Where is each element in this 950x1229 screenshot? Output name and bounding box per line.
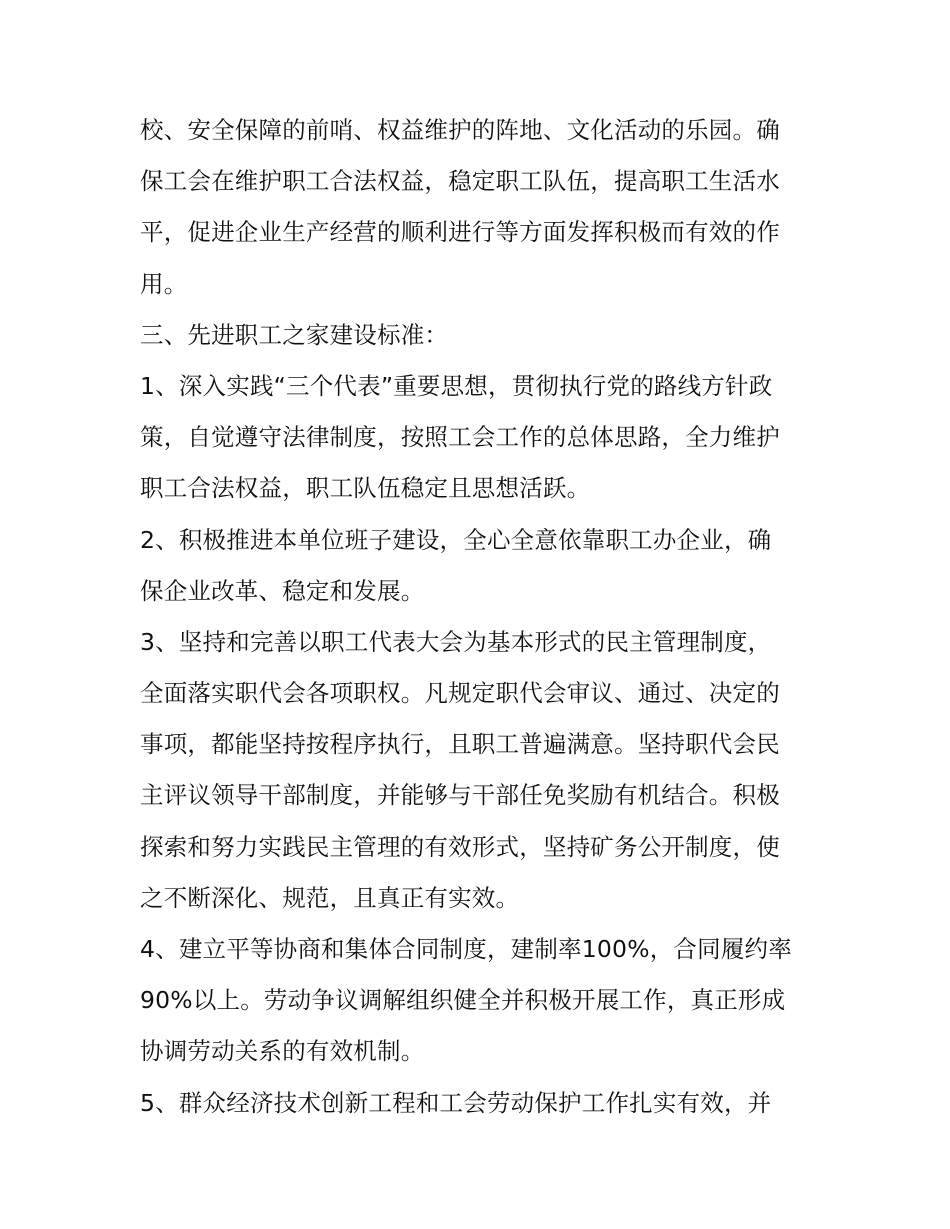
text-line: 4、建立平等协商和集体合同制度，建制率100%，合同履约率 (140, 935, 792, 963)
text-line: 探索和努力实践民主管理的有效形式，坚持矿务公开制度，使 (140, 832, 780, 861)
text-line: 全面落实职代会各项职权。凡规定职代会审议、通过、决定的 (140, 679, 780, 708)
text-line: 用。 (140, 269, 188, 298)
text-line: 保工会在维护职工合法权益，稳定职工队伍，提高职工生活水 (140, 167, 780, 196)
text-line: 5、群众经济技术创新工程和工会劳动保护工作扎实有效，并 (140, 1088, 772, 1117)
text-line: 之不断深化、规范，且真正有实效。 (140, 883, 520, 912)
text-line: 事项，都能坚持按程序执行，且职工普遍满意。坚持职代会民 (140, 730, 780, 759)
text-line: 90%以上。劳动争议调解组织健全并积极开展工作，真正形成 (140, 986, 786, 1015)
text-line: 保企业改革、稳定和发展。 (140, 576, 425, 605)
text-line: 3、坚持和完善以职工代表大会为基本形式的民主管理制度， (140, 627, 772, 656)
document-body (140, 105, 820, 1129)
text-line: 主评议领导干部制度，并能够与干部任免奖励有机结合。积极 (140, 781, 780, 810)
text-line: 1、深入实践“三个代表”重要思想，贯彻执行党的路线方针政 (140, 371, 773, 400)
text-line: 2、积极推进本单位班子建设，全心全意依靠职工办企业，确 (140, 525, 772, 554)
text-line: 平，促进企业生产经营的顺利进行等方面发挥积极而有效的作 (140, 218, 780, 247)
text-line: 策，自觉遵守法律制度，按照工会工作的总体思路，全力维护 (140, 423, 780, 452)
section-heading: 三、先进职工之家建设标准： (140, 320, 449, 349)
text-line: 协调劳动关系的有效机制。 (140, 1037, 425, 1066)
text-line: 校、安全保障的前哨、权益维护的阵地、文化活动的乐园。确 (140, 116, 780, 144)
text-line: 职工合法权益，职工队伍稳定且思想活跃。 (140, 474, 591, 503)
